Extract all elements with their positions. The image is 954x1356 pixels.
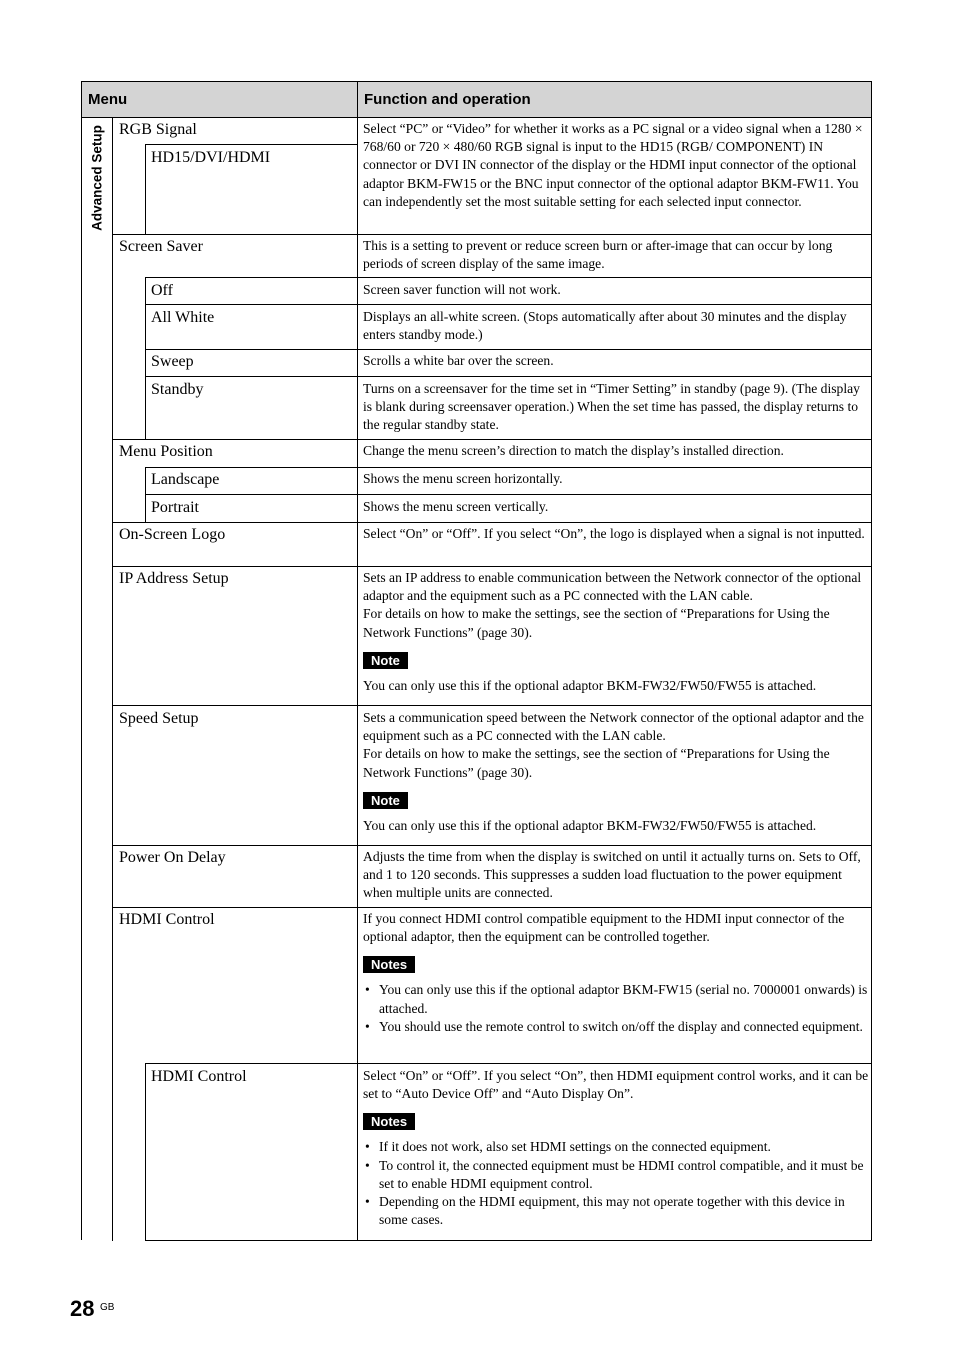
section-label: Advanced Setup xyxy=(89,125,104,231)
settings-table xyxy=(81,81,872,1241)
speed-text-1: Sets a communication speed between the Network connector of the optional adaptor and the equipment such as a PC connected with the LAN cable. xyxy=(363,710,864,744)
notes-badge: Notes xyxy=(363,956,415,973)
desc-standby: Turns on a screensaver for the time set in “Timer Setting” in standby (page 9). (The display is blank during screensaver operation.) When the set time has passed, the display returns to the regular standby state. xyxy=(363,381,860,433)
hdmi-text: If you connect HDMI control compatible equipment to the HDMI input connector of the optional adaptor, then the equipment can be controlled together. xyxy=(363,911,845,945)
desc-off: Screen saver function will not work. xyxy=(363,282,561,297)
menu-landscape: Landscape xyxy=(151,471,220,488)
hdmi-sub-text: Select “On” or “Off”. If you select “On”, then HDMI equipment control works, and it can be set to “Auto Device Off” and “Auto Display On”. xyxy=(363,1068,869,1102)
menu-rgb-signal: RGB Signal xyxy=(119,121,197,138)
desc-ip-address-setup xyxy=(363,569,869,695)
hdmi-sub-notes-list xyxy=(363,1138,869,1229)
menu-power-on-delay: Power On Delay xyxy=(119,849,226,866)
desc-hdmi-control-sub xyxy=(363,1067,869,1229)
ip-text-2: For details on how to make the settings, see the section of “Preparations for Using the Network Functions” (page 30). xyxy=(363,606,830,640)
header-menu: Menu xyxy=(81,81,358,118)
note-badge: Note xyxy=(363,652,408,669)
list-item: • To control it, the connected equipment must be HDMI control compatible, and it must be set to enable HDMI equipment control. xyxy=(363,1157,869,1193)
page-number: 28 xyxy=(70,1296,95,1321)
menu-hdmi-control-sub: HDMI Control xyxy=(151,1068,247,1085)
menu-portrait: Portrait xyxy=(151,499,199,516)
desc-landscape: Shows the menu screen horizontally. xyxy=(363,471,563,486)
notes-badge: Notes xyxy=(363,1113,415,1130)
menu-hdmi-control: HDMI Control xyxy=(119,911,215,928)
menu-menu-position: Menu Position xyxy=(119,443,213,460)
desc-hdmi-control xyxy=(363,910,869,1036)
speed-note: You can only use this if the optional adaptor BKM-FW32/FW50/FW55 is attached. xyxy=(363,817,817,833)
list-item: • If it does not work, also set HDMI settings on the connected equipment. xyxy=(363,1138,869,1156)
menu-standby: Standby xyxy=(151,381,204,398)
note-badge: Note xyxy=(363,792,408,809)
desc-menu-position: Change the menu screen’s direction to match the display’s installed direction. xyxy=(363,443,784,458)
menu-hd15-dvi-hdmi: HD15/DVI/HDMI xyxy=(151,149,271,166)
list-item: • You should use the remote control to switch on/off the display and connected equipment. xyxy=(363,1018,869,1036)
menu-off: Off xyxy=(151,282,173,299)
desc-speed-setup xyxy=(363,709,869,835)
ip-text-1: Sets an IP address to enable communication between the Network connector of the optional adaptor and the equipment such as a PC connected with the LAN cable. xyxy=(363,570,862,604)
desc-rgb-signal: Select “PC” or “Video” for whether it works as a PC signal or a video signal when a 1280 × 768/60 or 720 × 480/60 RGB signal is input to the HD15 (RGB/ COMPONENT) IN connector or DVI IN connector of the display or the HDMI input connector of the optional adaptor BKM-FW15 or the BNC input connector of the optional adaptor BKM-FW11. You can independently set the most suitable setting for each selected input connector. xyxy=(363,121,863,209)
list-item: • You can only use this if the optional adaptor BKM-FW15 (serial no. 7000001 onwards) is attached. xyxy=(363,981,869,1017)
menu-sweep: Sweep xyxy=(151,353,194,370)
desc-onscreen-logo: Select “On” or “Off”. If you select “On”, the logo is displayed when a signal is not inputted. xyxy=(363,526,865,541)
header-function: Function and operation xyxy=(357,81,872,118)
desc-screen-saver: This is a setting to prevent or reduce screen burn or after-image that can occur by long periods of screen display of the same image. xyxy=(363,238,833,272)
menu-ip-address-setup: IP Address Setup xyxy=(119,570,229,587)
list-item: • Depending on the HDMI equipment, this may not operate together with this device in some cases. xyxy=(363,1193,869,1229)
menu-all-white: All White xyxy=(151,309,215,326)
speed-text-2: For details on how to make the settings, see the section of “Preparations for Using the Network Functions” (page 30). xyxy=(363,746,830,780)
desc-portrait: Shows the menu screen vertically. xyxy=(363,499,549,514)
page-suffix: GB xyxy=(100,1302,115,1313)
menu-onscreen-logo: On-Screen Logo xyxy=(119,526,226,543)
desc-sweep: Scrolls a white bar over the screen. xyxy=(363,353,554,368)
desc-power-on-delay: Adjusts the time from when the display is switched on until it actually turns on. Sets to Off, and 1 to 120 seconds. This suppresses a sudden load fluctuation to the power equipment when multiple units are connected. xyxy=(363,849,861,901)
ip-note: You can only use this if the optional adaptor BKM-FW32/FW50/FW55 is attached. xyxy=(363,677,817,693)
desc-all-white: Displays an all-white screen. (Stops automatically after about 30 minutes and the display enters standby mode.) xyxy=(363,309,847,343)
menu-speed-setup: Speed Setup xyxy=(119,710,199,727)
menu-screen-saver: Screen Saver xyxy=(119,238,203,255)
hdmi-notes-list xyxy=(363,981,869,1036)
